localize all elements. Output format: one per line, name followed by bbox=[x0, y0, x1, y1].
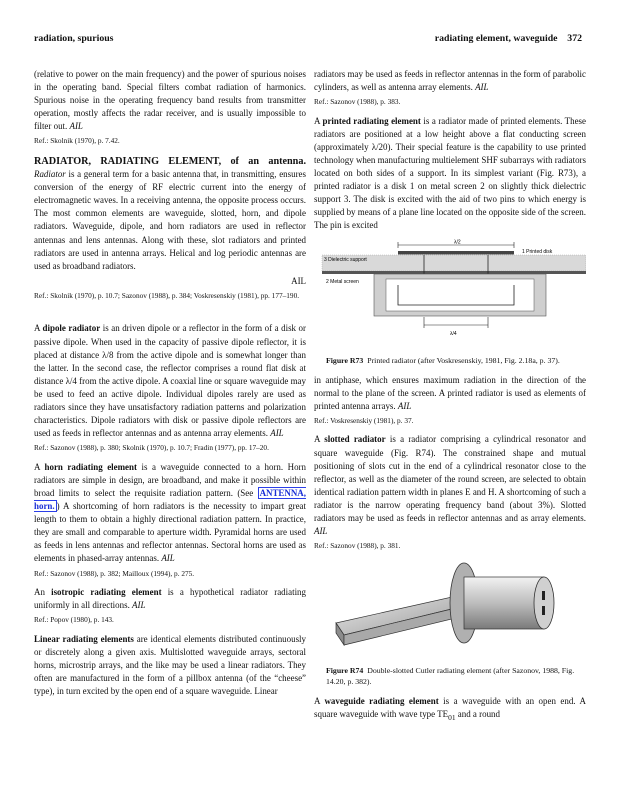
reference: Ref.: Skolnik (1970), p. 10.7; Sazonov (1988), p. 384; Voskresenskiy (1981), pp. 177–190. bbox=[34, 290, 300, 300]
reference: Ref.: Sazonov (1988), p. 380; Skolnik (1970), p. 10.7; Fradin (1977), pp. 17–20. bbox=[34, 443, 269, 453]
spacer bbox=[34, 308, 306, 322]
term: isotropic radiating element bbox=[51, 587, 162, 597]
figure-r73 bbox=[314, 239, 586, 347]
entry-radiator: RADIATOR, RADIATING ELEMENT, of an antenna. Radiator is a general term for a basic antenna that, in transmitting, ensures conversion of the energy of RF electric current into the energy of electromagnetic waves. In a receiving antenna, the opposite process occurs. The most common elements are waveguide, slotted, horn, and dipole radiators. Waveguide, dipole, and horn radiators are used in reflector antennas and lens antennas. Along with these, slot radiators and printed radiators are used in antenna arrays. Helical and log periodic antennas are used as broadband radiators. bbox=[34, 155, 306, 271]
paragraph-printed-cont: in antiphase, which ensures maximum radiation in the direction of the normal to the plane of the screen. A printed radiator is used as elements of printed antenna arrays. AIL bbox=[314, 374, 586, 411]
slot bbox=[542, 606, 545, 615]
dimension-label-bottom: λ/4 bbox=[450, 330, 457, 337]
figure-caption-r74: Figure R74 Double-slotted Cutler radiating element (after Sazonov, 1988, Fig. 14.20, p. 382). bbox=[326, 665, 575, 686]
cross-reference-link[interactable]: ANTENNA, horn. bbox=[34, 487, 306, 512]
dimension-label-top: λ/2 bbox=[454, 239, 461, 246]
entry-printed-radiating-element: A printed radiating element is a radiator made of printed elements. These radiators are positioned at a low height above a flat conducting screen (approximately λ/20). Their special feature is the capability to use printed technology when manufacturing multielement SHF subarrays with radiators located on both sides of a support. In its simplest variant (Fig. R73), a printed radiator is a disk 1 on metal screen 2 on slightly thick dielectric support 3. The disk is excited with the aid of two pins to which energy is supplied by means of a plane line located on the opposite side of the screen. The pin is excited bbox=[314, 115, 586, 231]
signature: AIL bbox=[161, 553, 175, 564]
figure-number: Figure R73 bbox=[326, 355, 364, 365]
reference: Ref.: Voskresenskiy (1981), p. 37. bbox=[314, 415, 414, 425]
running-header bbox=[34, 33, 582, 47]
reference: Ref.: Sazonov (1988), p. 383. bbox=[314, 97, 401, 107]
entry-horn-radiating-element: A horn radiating element is a waveguide connected to a horn. Horn radiators are simple in design, are broadband, and make it possible within broad limits to select the requisite radiation pattern. (See ANTENNA, horn. ) A shortcoming of horn radiators is the necessity to impart great length to them to obtain a highly directional radiation pattern. In practice, they are small and comparable to aperture width. Pyramidal horns are used as feeds in lens antennas and reflector antennas. Sectoral horns are used as elements in phased-array antennas. AIL bbox=[34, 461, 306, 564]
printed-radiator-diagram bbox=[314, 239, 586, 343]
cutler-radiator-diagram bbox=[314, 559, 586, 653]
signature: AIL bbox=[132, 600, 146, 611]
entry-term: Radiator bbox=[34, 169, 66, 180]
page-number: 372 bbox=[567, 33, 582, 44]
resonator-end bbox=[534, 577, 554, 629]
figure-number: Figure R74 bbox=[326, 665, 364, 675]
reference: Ref.: Skolnik (1970), p. 7.42. bbox=[34, 136, 120, 146]
reference: Ref.: Popov (1980), p. 143. bbox=[34, 615, 114, 625]
term: horn radiating element bbox=[44, 461, 137, 472]
entry-waveguide-radiating-element: A waveguide radiating element is a waveguide with an open end. A square waveguide with wave type $TE_{01}$ and a round bbox=[314, 695, 586, 722]
figure-caption-r73: Figure R73 Printed radiator (after Voskresenskiy, 1981, Fig. 2.18a, p. 37). bbox=[326, 355, 560, 365]
right-column bbox=[314, 68, 586, 724]
left-column bbox=[34, 68, 306, 698]
reference: Ref.: Sazonov (1988), p. 381. bbox=[314, 541, 401, 551]
signature: AIL bbox=[475, 82, 489, 93]
entry-slotted-radiator: A slotted radiator is a radiator comprising a cylindrical resonator and square waveguide (Fig. R74). The constrained shape and mutual positioning of slots cut in the end of a cylindrical resonator close to the reflector, as well as the diameter of the round screen, are selected to obtain identical radiation pattern width in planes E and H. A shortcoming of such a radiator is the narrow operating frequency band (about 3%). Slotted radiators may be used as feeds in reflector antennas and as array elements. AIL bbox=[314, 434, 586, 537]
printed-disk bbox=[398, 251, 514, 255]
term: waveguide radiating element bbox=[324, 695, 439, 706]
metal-screen bbox=[322, 271, 586, 274]
paragraph-linear-cont: radiators may be used as feeds in reflector antennas in the form of parabolic cylinders, as well as antenna array elements. AIL bbox=[314, 69, 586, 93]
reference: Ref.: Sazonov (1988), p. 382; Mailloux (1994), p. 275. bbox=[34, 568, 195, 578]
header-right-title: radiating element, waveguide bbox=[434, 33, 558, 44]
term: printed radiating element bbox=[322, 115, 421, 126]
slot bbox=[542, 591, 545, 600]
entry-dipole-radiator: A dipole radiator is an driven dipole or a reflector in the form of a disk or passive dipole. When used in the capacity of passive dipole reflector, it is placed at distance λ/8 from the active dipole and is somewhat longer than the latter. In the second case, the reflector comprises a round flat disk at distance λ/4 from the active dipole. A coaxial line or square waveguide may be used to feed an active dipole. Individual dipoles rarely are used as radiators since they have unsatisfactory radiation patterns and polarization characteristics. Dipole radiators with disk or passive dipole reflectors are used as feeds in reflector antennas and as antenna array elements. AIL bbox=[34, 323, 306, 439]
term: Linear radiating elements bbox=[34, 633, 134, 644]
label-printed-disk: 1 Printed disk bbox=[522, 248, 553, 255]
header-left: radiation, spurious bbox=[34, 33, 114, 44]
subscript: 01 bbox=[448, 712, 456, 722]
signature: AIL bbox=[291, 275, 306, 286]
cylindrical-resonator bbox=[464, 577, 544, 629]
housing-cavity bbox=[386, 279, 534, 311]
signature: AIL bbox=[314, 526, 328, 537]
entry-heading: RADIATOR, RADIATING ELEMENT, of an antenna. bbox=[34, 155, 306, 167]
signature: AIL bbox=[69, 121, 83, 132]
signature: AIL bbox=[397, 400, 412, 411]
label-dielectric-support: 3 Dielectric support bbox=[324, 256, 367, 263]
term: dipole radiator bbox=[42, 323, 101, 334]
entry-linear-radiating-elements: Linear radiating elements are identical elements distributed continuously or discretely along a given axis. Multislotted waveguide arrays, sectoral horns, microstrip arrays, and the like may be used a linear radiators. They often are manufactured in the form of a pillbox antenna (of the “cheese” type), in turn excited by the open end of a square waveguide. Linear bbox=[34, 633, 306, 697]
header-right bbox=[435, 33, 582, 44]
paragraph-spurious-cont: (relative to power on the main frequency) and the power of spurious noises in the operating band. Special filters combat radiation of harmonics. Spurious noise in the operating frequency band results from transmitter operation, mostly affects the radar receiver, and is usually impossible to filter out. AIL bbox=[34, 69, 306, 132]
label-metal-screen: 2 Metal screen bbox=[326, 278, 359, 285]
entry-isotropic-radiating-element: An isotropic radiating element is a hypothetical radiator radiating uniformly in all directions. AIL bbox=[34, 587, 306, 611]
signature: AIL bbox=[270, 428, 284, 439]
term: slotted radiator bbox=[324, 434, 386, 445]
figure-r74 bbox=[314, 559, 586, 657]
